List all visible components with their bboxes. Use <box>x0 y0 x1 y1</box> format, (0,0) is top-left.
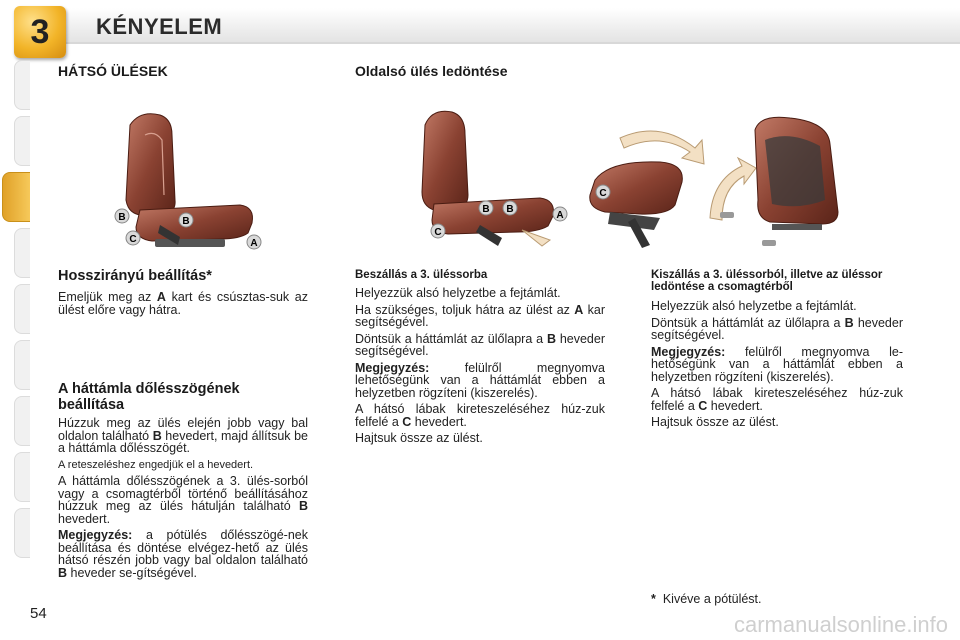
watermark: carmanualsonline.info <box>733 612 948 637</box>
chapter-number: 3 <box>30 13 50 51</box>
chapter-title: KÉNYELEM <box>96 14 223 39</box>
chapter-tab[interactable] <box>14 452 30 502</box>
chapter-tab[interactable] <box>14 60 30 110</box>
footnote: * Kivéve a pótülést. <box>651 592 762 606</box>
chapter-tab[interactable] <box>14 228 30 278</box>
chapter-tab-active[interactable] <box>2 172 30 222</box>
text-exit-third-row: Helyezzük alsó helyzetbe a fejtámlát. Döntsük a háttámlát az ülőlapra a B heveder segítségével. Megjegyzés: felülről megnyomva le-hetőségünk van a háttámlát ebben a helyzetben rögzíteni (kiszerelés). A hátsó lábak kireteszeléséhez húz-zuk felfelé a C hevedert. Hajtsuk össze az ülést. <box>651 299 903 429</box>
text-backrest: Húzzuk meg az ülés elején jobb vagy bal oldalon található B hevedert, majd állítsuk be a háttámla dőlésszögét. A reteszeléshez engedjük el a hevedert. A háttámla dőlésszögének a 3. ülés-sorból vagy a csomagtérből történő beállításához húzzuk meg az ülés hátulján található B hevedert. Megjegyzés: a pótülés dőlésszögé-nek beállítása és döntése elvégez-hető az ülés hátsó részén jobb vagy bal oldalon található B heveder se-gítségével. <box>58 416 308 580</box>
figure-label: A <box>556 210 564 221</box>
seat-adjust-illustration <box>100 105 270 255</box>
chapter-tabs <box>0 60 30 580</box>
page-number: 54 <box>30 605 47 622</box>
chapter-tab[interactable] <box>14 508 30 558</box>
figure-label: C <box>599 188 607 199</box>
chapter-tab[interactable] <box>14 396 30 446</box>
figure-label: B <box>506 204 514 215</box>
heading-backrest: A háttámla dőlésszögének beállítása <box>58 381 240 413</box>
seat-fold-illustration <box>410 100 850 260</box>
figure-label: B <box>182 216 190 227</box>
section-title-fold-seat: Oldalsó ülés ledöntése <box>355 63 508 79</box>
figure-label: B <box>118 212 126 223</box>
heading-exit-third-row: Kiszállás a 3. üléssorból, illetve az üléssor ledöntése a csomagtérből <box>651 269 883 293</box>
figure-label: B <box>482 204 490 215</box>
figure-label: A <box>250 238 258 249</box>
chapter-tab[interactable] <box>14 116 30 166</box>
chapter-tab[interactable] <box>14 340 30 390</box>
text-entry-third-row: Helyezzük alsó helyzetbe a fejtámlát. Ha szükséges, toljuk hátra az ülést az A kar segítségével. Döntsük a háttámlát az ülőlapra a B heveder segítségével. Megjegyzés: felülről megnyomva lehetőségünk van a háttámlát ebben a helyzetben rögzíteni (kiszerelés). A hátsó lábak kireteszeléséhez húz-zuk felfelé a C hevedert. Hajtsuk össze az ülést. <box>355 286 605 445</box>
heading-longitudinal: Hosszirányú beállítás* <box>58 268 212 284</box>
chapter-tab[interactable] <box>14 284 30 334</box>
section-title-rear-seats: HÁTSÓ ÜLÉSEK <box>58 63 168 79</box>
figure-label: C <box>129 234 137 245</box>
heading-entry-third-row: Beszállás a 3. üléssorba <box>355 269 488 281</box>
page-header <box>0 0 960 52</box>
figure-label: C <box>434 227 442 238</box>
text-longitudinal: Emeljük meg az A kart és csúsztas-suk az ülést előre vagy hátra. <box>58 290 308 317</box>
